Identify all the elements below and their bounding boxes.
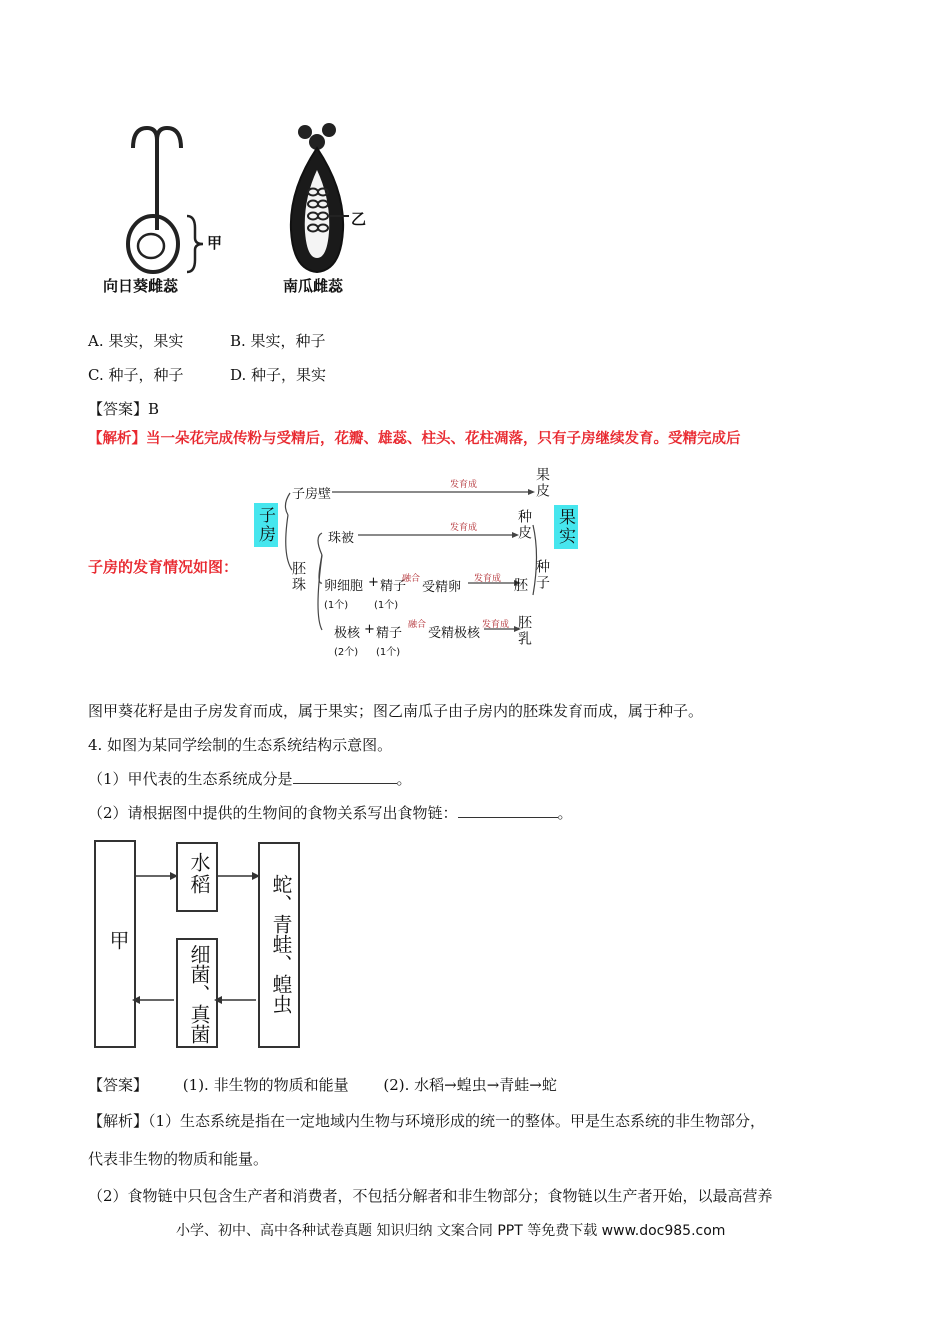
fusion-2: 融合 bbox=[408, 620, 427, 630]
zygote: 受精卵 bbox=[422, 580, 462, 595]
polar-nuclei: 极核 bbox=[334, 626, 361, 641]
endosperm: 胚乳 bbox=[516, 615, 532, 647]
q4-sub2-blank[interactable] bbox=[458, 803, 558, 818]
develop-4: 发育成 bbox=[482, 620, 510, 630]
option-d: D. 种子，果实 bbox=[230, 366, 327, 384]
ovary-intro: 子房的发育情况如图： bbox=[88, 558, 239, 576]
pericarp: 果皮 bbox=[534, 467, 550, 499]
count-egg: (1个) bbox=[324, 600, 349, 611]
ovule: 胚珠 bbox=[290, 561, 306, 593]
ovary-box: 子房 bbox=[254, 503, 278, 547]
ovary-diagram bbox=[250, 465, 590, 665]
ecosystem-diagram bbox=[90, 838, 310, 1052]
q3-answer: 【答案】B bbox=[88, 400, 160, 418]
egg-cell: 卵细胞 bbox=[324, 579, 364, 594]
rice-label: 水稻 bbox=[187, 852, 211, 896]
seed: 种子 bbox=[534, 559, 550, 591]
develop-2: 发育成 bbox=[450, 523, 478, 533]
q4-sub1-text: （1）甲代表的生态系统成分是 bbox=[88, 770, 293, 788]
pumpkin-pistil-drawing bbox=[275, 120, 375, 280]
q4-sub2 bbox=[88, 802, 573, 824]
mark-jia: 甲 bbox=[207, 234, 223, 252]
decomposers-label: 细菌、真菌 bbox=[187, 944, 211, 1044]
option-a: A. 果实，果实 bbox=[88, 332, 184, 350]
mark-yi: 乙 bbox=[351, 210, 367, 228]
jia-label: 甲 bbox=[106, 930, 130, 952]
fertilized-polar: 受精极核 bbox=[428, 626, 481, 641]
q4-sub2-text: （2）请根据图中提供的生物间的食物关系写出食物链： bbox=[88, 804, 458, 822]
q4-sub1-blank[interactable] bbox=[293, 769, 397, 784]
q4-answer-label: 【答案】 bbox=[88, 1076, 149, 1094]
pumpkin-label: 南瓜雌蕊 bbox=[283, 277, 344, 295]
pistil-figure bbox=[95, 120, 395, 305]
embryo: 胚 bbox=[514, 578, 528, 594]
q3-explanation: 图甲葵花籽是由子房发育而成，属于果实；图乙南瓜子由子房内的胚珠发育而成，属于种子。 bbox=[88, 702, 704, 720]
q4-answer-part2: (2). 水稻→蝗虫→青蛙→蛇 bbox=[383, 1076, 557, 1094]
q4-answer-part1: (1). 非生物的物质和能量 bbox=[182, 1076, 349, 1094]
fusion-1: 融合 bbox=[402, 574, 421, 584]
count-polar: (2个) bbox=[334, 647, 359, 658]
q4-sub1 bbox=[88, 768, 412, 790]
integument: 珠被 bbox=[328, 531, 355, 546]
fruit-box: 果实 bbox=[554, 505, 578, 549]
seed-coat: 种皮 bbox=[516, 509, 532, 541]
q4-sub1-end: 。 bbox=[396, 770, 412, 788]
sunflower-pistil-drawing bbox=[95, 120, 235, 280]
q3-analysis: 【解析】当一朵花完成传粉与受精后，花瓣、雄蕊、柱头、花柱凋落，只有子房继续发育。受精完成后 bbox=[88, 431, 741, 447]
option-c: C. 种子，种子 bbox=[88, 366, 184, 384]
q4-analysis-1: 【解析】（1）生态系统是指在一定地域内生物与环境形成的统一的整体。甲是生态系统的非生物部分， bbox=[88, 1112, 766, 1130]
q4-analysis-3: （2）食物链中只包含生产者和消费者，不包括分解者和非生物部分；食物链以生产者开始，以最高营养 bbox=[88, 1187, 773, 1205]
develop-1: 发育成 bbox=[450, 480, 478, 490]
page-footer: 小学、初中、高中各种试卷真题 知识归纳 文案合同 PPT 等免费下载 www.doc985.com bbox=[176, 1223, 726, 1239]
ovary-wall: 子房壁 bbox=[292, 487, 332, 502]
develop-3: 发育成 bbox=[474, 574, 502, 584]
consumers-label: 蛇、青蛙、蝗虫 bbox=[269, 874, 293, 1014]
q4-sub2-end: 。 bbox=[557, 804, 573, 822]
count-sperm-2: (1个) bbox=[376, 647, 401, 658]
option-b: B. 果实，种子 bbox=[230, 332, 326, 350]
eco-arrows bbox=[90, 838, 310, 1052]
sunflower-label: 向日葵雌蕊 bbox=[103, 277, 179, 295]
q4-analysis-2: 代表非生物的物质和能量。 bbox=[88, 1150, 269, 1168]
plus-2: + bbox=[364, 622, 375, 637]
count-sperm-1: (1个) bbox=[374, 600, 399, 611]
q4-answer bbox=[88, 1074, 557, 1096]
sperm-2: 精子 bbox=[376, 626, 403, 641]
plus-1: + bbox=[368, 575, 379, 590]
q4-stem: 4. 如图为某同学绘制的生态系统结构示意图。 bbox=[88, 736, 393, 754]
sperm-1: 精子 bbox=[380, 579, 407, 594]
